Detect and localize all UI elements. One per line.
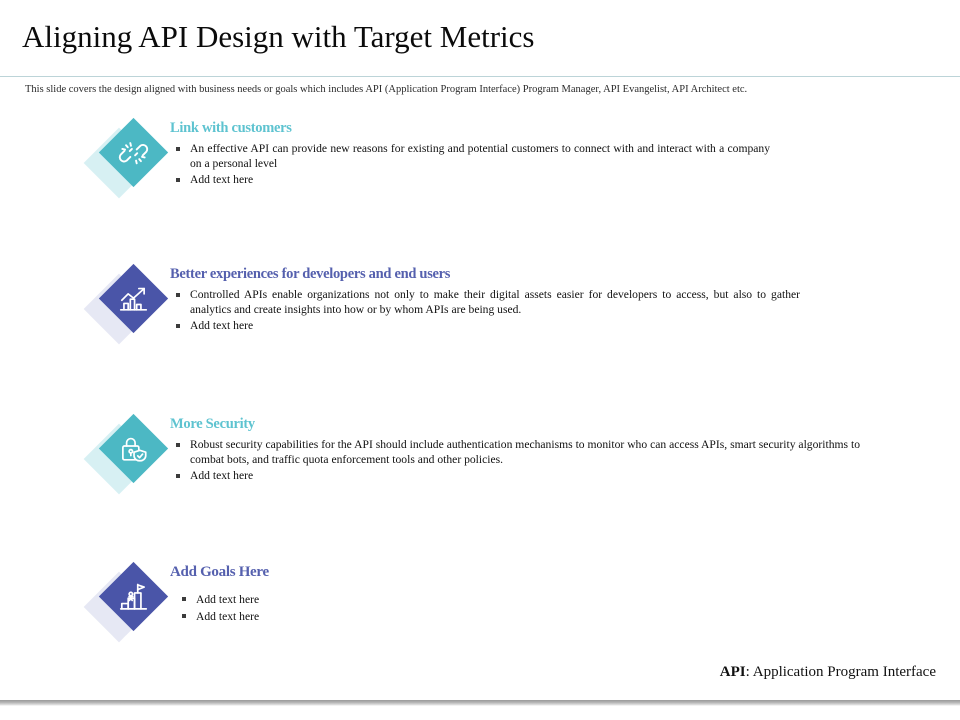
list-item: Add text here <box>170 173 770 188</box>
section-bullet-list <box>170 142 770 188</box>
icon-container <box>92 122 172 202</box>
section-content <box>170 562 570 626</box>
icon-container <box>92 268 172 348</box>
section-content <box>170 264 800 336</box>
section-heading: More Security <box>170 416 255 432</box>
section-heading: Better experiences for developers and end users <box>170 266 451 282</box>
section-bullet-list <box>170 438 860 484</box>
page-title: Aligning API Design with Target Metrics <box>22 19 535 54</box>
slide-bottom-edge <box>0 700 960 706</box>
list-item: Add text here <box>170 319 800 334</box>
section-bullet-list <box>170 592 570 624</box>
list-item: Add text here <box>170 592 570 607</box>
section-heading: Add Goals Here <box>170 564 269 580</box>
list-item: Add text here <box>170 469 860 484</box>
icon-container <box>92 418 172 498</box>
footer-abbreviation-note <box>720 662 936 682</box>
list-item: Controlled APIs enable organizations not only to make their digital assets easier for developers to access, but also to gather analytics and create insights into how or by whom APIs are being used. <box>170 288 800 317</box>
section-bullet-list <box>170 288 800 334</box>
list-item: Robust security capabilities for the API should include authentication mechanisms to monitor who can access APIs, smart security algorithms to combat bots, and traffic quota enforcement tools and other policies. <box>170 438 860 467</box>
icon-container <box>92 566 172 646</box>
list-item: Add text here <box>170 609 570 624</box>
section-heading: Link with customers <box>170 120 292 136</box>
section-content <box>170 118 770 190</box>
footer-expansion: : Application Program Interface <box>745 664 936 680</box>
footer-abbreviation: API <box>719 664 746 680</box>
list-item: An effective API can provide new reasons for existing and potential customers to connect with and interact with a company on a personal level <box>170 142 770 171</box>
slide-subtitle: This slide covers the design aligned with business needs or goals which includes API (Application Program Interface) Program Manager, API Evangelist, API Architect etc. <box>25 84 748 95</box>
section-content <box>170 414 860 486</box>
title-divider <box>0 76 960 77</box>
